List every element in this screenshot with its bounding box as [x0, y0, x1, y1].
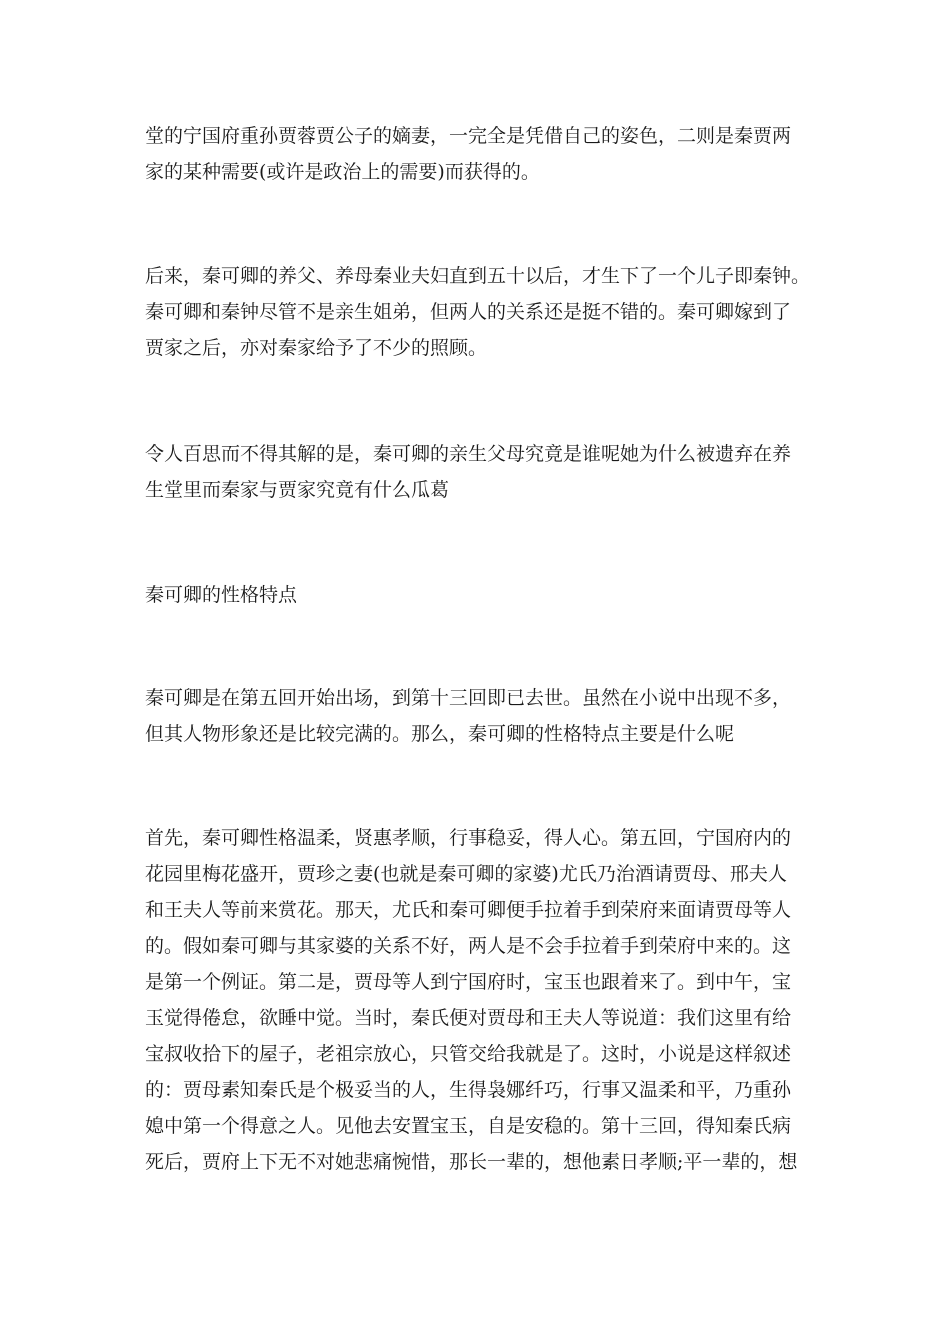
text-line: 令人百思而不得其解的是，秦可卿的亲生父母究竟是谁呢她为什么被遗弃在养	[145, 443, 792, 465]
text-line: 的。假如秦可卿与其家婆的关系不好，两人是不会手拉着手到荣府中来的。这	[145, 935, 792, 957]
text-line: 秦可卿是在第五回开始出场，到第十三回即已去世。虽然在小说中出现不多，	[145, 687, 792, 709]
text-line: 的：贾母素知秦氏是个极妥当的人，生得袅娜纤巧，行事又温柔和平，乃重孙	[145, 1079, 792, 1101]
heading-line: 秦可卿的性格特点	[145, 584, 298, 606]
text-line: 宝叔收拾下的屋子，老祖宗放心，只管交给我就是了。这时，小说是这样叙述	[145, 1043, 792, 1065]
paragraph-2	[145, 258, 825, 366]
text-line: 后来，秦可卿的养父、养母秦业夫妇直到五十以后，才生下了一个儿子即秦钟。	[145, 265, 811, 287]
paragraph-1	[145, 118, 825, 190]
text-line: 但其人物形象还是比较完满的。那么，秦可卿的性格特点主要是什么呢	[145, 723, 735, 745]
text-line: 堂的宁国府重孙贾蓉贾公子的嫡妻，一完全是凭借自己的姿色，二则是秦贾两	[145, 125, 792, 147]
text-line: 家的某种需要(或许是政治上的需要)而获得的。	[145, 161, 540, 183]
text-line: 是第一个例证。第二是，贾母等人到宁国府时，宝玉也跟着来了。到中午，宝	[145, 971, 792, 993]
paragraph-5	[145, 820, 825, 1180]
text-line: 玉觉得倦怠，欲睡中觉。当时，秦氏便对贾母和王夫人等说道：我们这里有给	[145, 1007, 792, 1029]
text-line: 生堂里而秦家与贾家究竟有什么瓜葛	[145, 479, 450, 501]
text-line: 和王夫人等前来赏花。那天，尤氏和秦可卿便手拉着手到荣府来面请贾母等人	[145, 899, 792, 921]
text-line: 首先，秦可卿性格温柔，贤惠孝顺，行事稳妥，得人心。第五回，宁国府内的	[145, 827, 792, 849]
section-heading	[145, 577, 825, 613]
text-line: 媳中第一个得意之人。见他去安置宝玉，自是安稳的。第十三回，得知秦氏病	[145, 1115, 792, 1137]
text-line: 花园里梅花盛开，贾珍之妻(也就是秦可卿的家婆)尤氏乃治酒请贾母、邢夫人	[145, 863, 787, 885]
text-line: 贾家之后，亦对秦家给予了不少的照顾。	[145, 337, 488, 359]
text-line: 死后，贾府上下无不对她悲痛惋惜，那长一辈的，想他素日孝顺;平一辈的，想	[145, 1151, 798, 1173]
paragraph-4	[145, 680, 825, 752]
text-line: 秦可卿和秦钟尽管不是亲生姐弟，但两人的关系还是挺不错的。秦可卿嫁到了	[145, 301, 792, 323]
paragraph-3	[145, 436, 825, 508]
